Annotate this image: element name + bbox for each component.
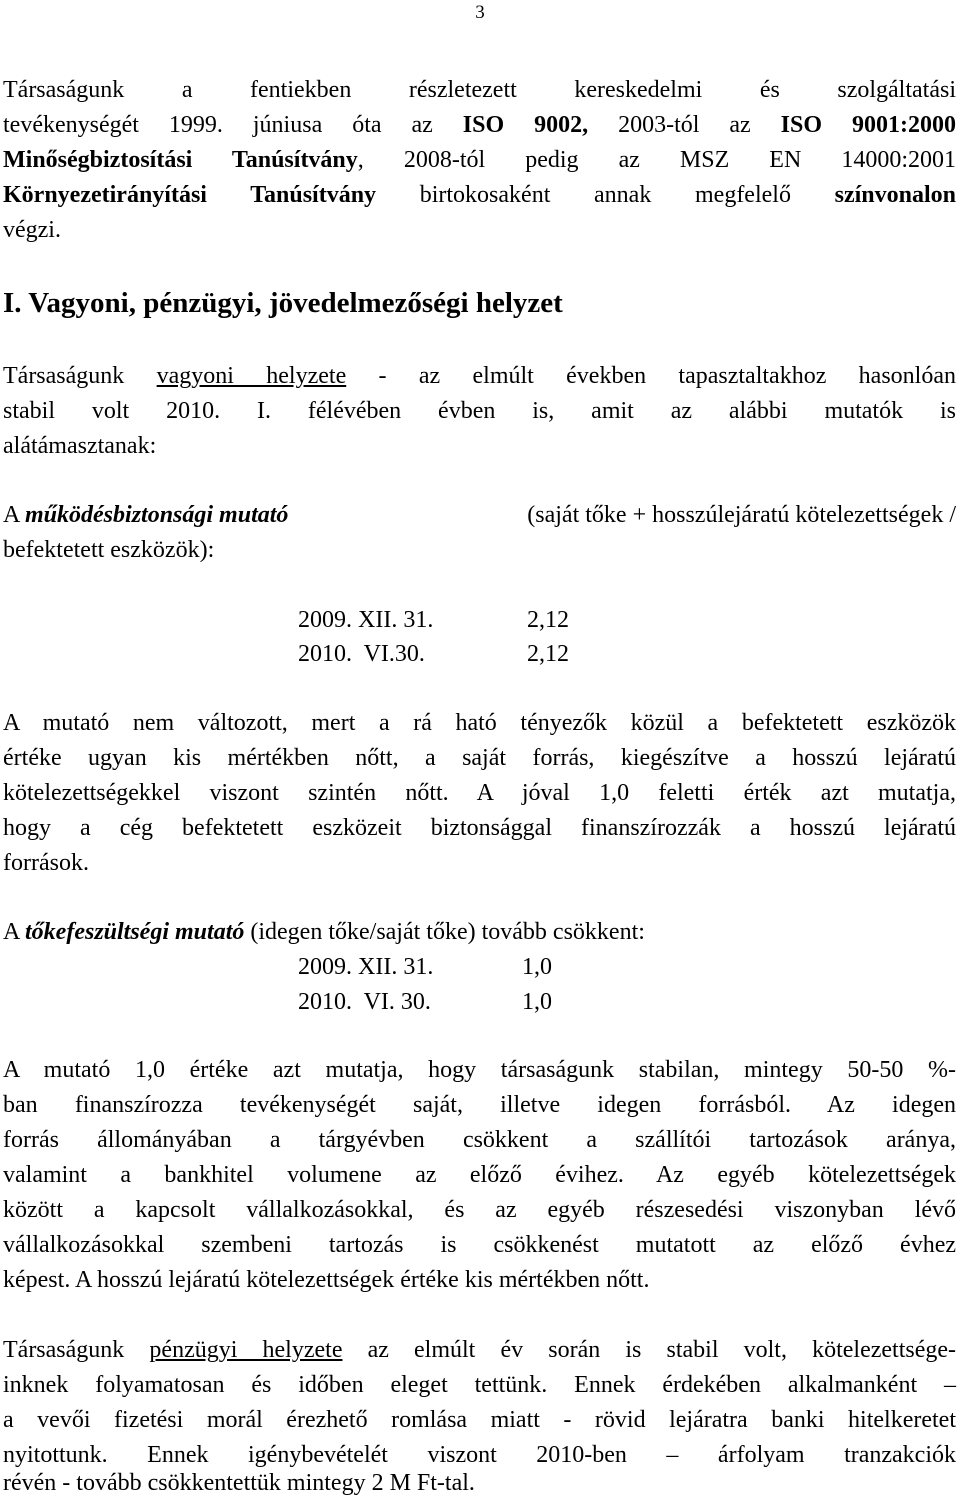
asset-position-term: vagyoni helyzete — [156, 363, 347, 389]
indicator2-date: 2010. VI. 30. — [298, 989, 431, 1015]
para1-line-3: alátámasztanak: — [3, 433, 157, 459]
para6-line-2: inknek folyamatosan és időben eleget tettünk. Ennek érdekében alkalmanként – — [3, 1372, 956, 1398]
iso-9001: ISO 9001:2000 — [780, 112, 956, 138]
para5-line-3: forrás állományában a tárgyévben csökkent a szállítói tartozások aránya, — [3, 1127, 956, 1153]
quality-certificate: Minőségbiztosítási Tanúsítvány — [3, 147, 358, 173]
para3-line-5: források. — [3, 850, 89, 876]
indicator1-value: 2,12 — [527, 607, 569, 633]
indicator2-value: 1,0 — [522, 989, 552, 1015]
intro-line-3: Minőségbiztosítási Tanúsítvány, 2008-tól pedig az MSZ EN 14000:2001 — [3, 147, 956, 173]
para6-line-4: nyitottunk. Ennek igénybevételét viszont 2010-ben – árfolyam tranzakciók — [3, 1442, 956, 1468]
financial-position-term: pénzügyi helyzete — [149, 1337, 343, 1363]
para6-line-5: révén - tovább csökkentettük mintegy 2 M Ft-tal. — [3, 1470, 475, 1496]
para3-line-3: kötelezettségekkel viszont szintén nőtt. A jóval 1,0 feletti érték azt mutatja, — [3, 780, 956, 806]
operational-safety-indicator: működésbiztonsági mutató — [25, 502, 289, 528]
para3-line-4: hogy a cég befektetett eszközeit biztonsággal finanszírozzák a hosszú lejáratú — [3, 815, 956, 841]
intro-line-5: végzi. — [3, 217, 61, 243]
indicator2-value: 1,0 — [522, 954, 552, 980]
para6-line-1: Társaságunk pénzügyi helyzete az elmúlt év során is stabil volt, kötelezettsége- — [3, 1337, 956, 1363]
para5-line-1: A mutató 1,0 értéke azt mutatja, hogy társaságunk stabilan, mintegy 50-50 %- — [3, 1057, 956, 1083]
intro-line-2: tevékenységét 1999. júniusa óta az ISO 9002, 2003-tól az ISO 9001:2000 — [3, 112, 956, 138]
indicator2-date: 2009. XII. 31. — [298, 954, 434, 980]
capital-tension-indicator: tőkefeszültségi mutató — [25, 919, 245, 945]
indicator1-date: 2010. VI.30. — [298, 641, 425, 667]
para3-line-2: értéke ugyan kis mértékben nőtt, a saját forrás, kiegészítve a hosszú lejáratú — [3, 745, 956, 771]
intro-line-4: Környezetirányítási Tanúsítvány birtokosaként annak megfelelő színvonalon — [3, 182, 956, 208]
para2-formula: (saját tőke + hosszúlejáratú kötelezettségek / — [527, 502, 956, 528]
standard-level: színvonalon — [834, 182, 956, 208]
indicator1-value: 2,12 — [527, 641, 569, 667]
indicator1-date: 2009. XII. 31. — [298, 607, 434, 633]
para5-line-5: között a kapcsolt vállalkozásokkal, és az egyéb részesedési viszonyban lévő — [3, 1197, 956, 1223]
section-heading: I. Vagyoni, pénzügyi, jövedelmezőségi helyzet — [3, 287, 563, 319]
environmental-certificate: Környezetirányítási Tanúsítvány — [3, 182, 377, 208]
para5-line-2: ban finanszírozza tevékenységét saját, illetve idegen forrásból. Az idegen — [3, 1092, 956, 1118]
para5-line-7: képest. A hosszú lejáratú kötelezettségek értéke kis mértékben nőtt. — [3, 1267, 650, 1293]
para1-line-2: stabil volt 2010. I. félévében évben is, amit az alábbi mutatók is — [3, 398, 956, 424]
intro-line-1: Társaságunk a fentiekben részletezett kereskedelmi és szolgáltatási — [3, 77, 956, 103]
para2-line-2: befektetett eszközök): — [3, 537, 215, 563]
para3-line-1: A mutató nem változott, mert a rá ható tényezők közül a befektetett eszközök — [3, 710, 956, 736]
para2-line-1: A működésbiztonsági mutató — [3, 502, 289, 528]
page-number: 3 — [475, 2, 485, 23]
iso-9002: ISO 9002, — [462, 112, 589, 138]
para6-line-3: a vevői fizetési morál érezhető romlása miatt - rövid lejáratra banki hitelkeretet — [3, 1407, 956, 1433]
para5-line-4: valamint a bankhitel volumene az előző évihez. Az egyéb kötelezettségek — [3, 1162, 956, 1188]
para1-line-1: Társaságunk vagyoni helyzete - az elmúlt években tapasztaltakhoz hasonlóan — [3, 363, 956, 389]
para5-line-6: vállalkozásokkal szembeni tartozás is csökkenést mutatott az előző évhez — [3, 1232, 956, 1258]
para4-line-1: A tőkefeszültségi mutató (idegen tőke/saját tőke) tovább csökkent: — [3, 919, 645, 945]
